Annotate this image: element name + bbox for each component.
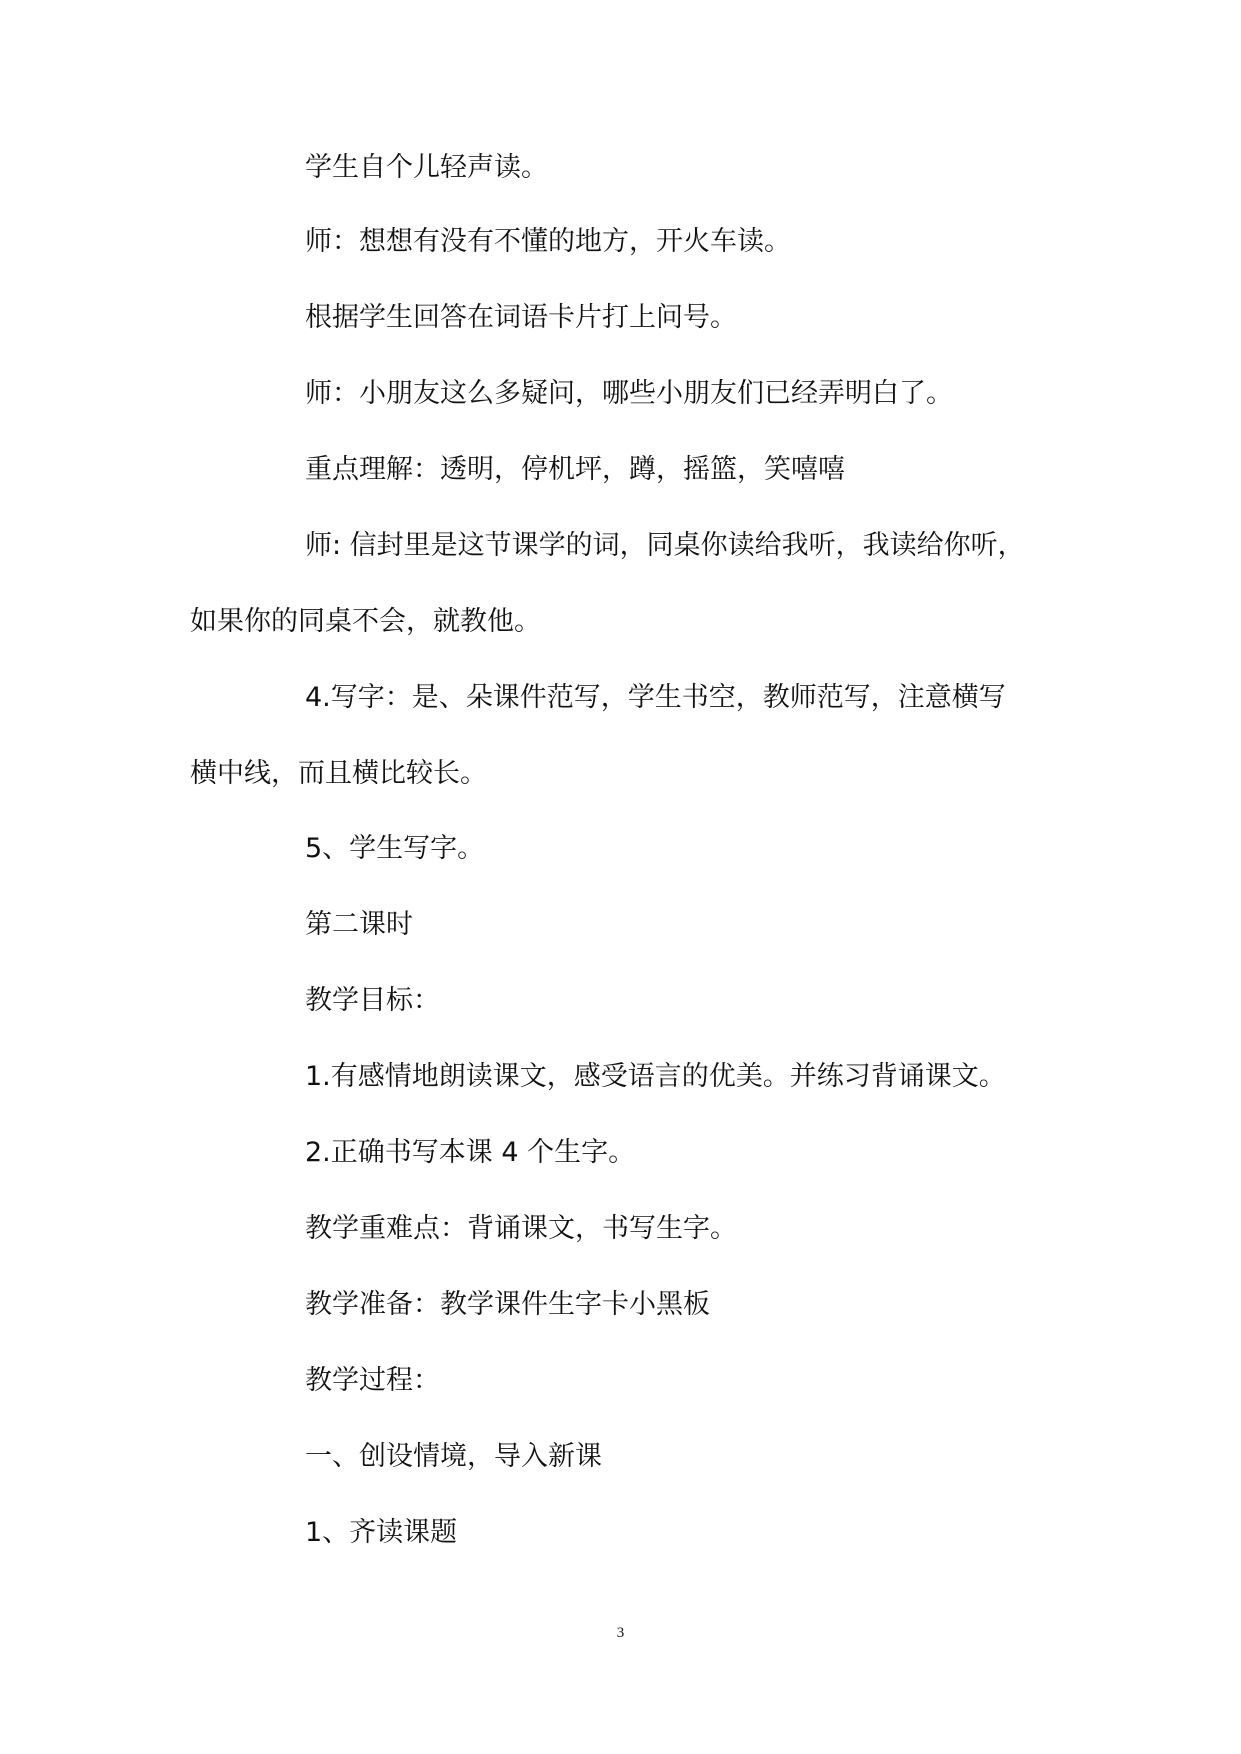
paragraph-continuation: 横中线，而且横比较长。 [190, 758, 487, 789]
paragraph: 教学目标： [305, 985, 440, 1016]
paragraph: 5、学生写字。 [305, 833, 485, 864]
paragraph: 2.正确书写本课 4 个生字。 [305, 1137, 636, 1168]
paragraph: 师：小朋友这么多疑问，哪些小朋友们已经弄明白了。 [305, 378, 953, 409]
section-heading: 第二课时 [305, 909, 413, 940]
paragraph: 根据学生回答在词语卡片打上问号。 [305, 302, 737, 333]
paragraph: 1.有感情地朗读课文，感受语言的优美。并练习背诵课文。 [305, 1061, 1006, 1092]
paragraph-continuation: 如果你的同桌不会，就教他。 [190, 606, 541, 637]
paragraph: 教学重难点：背诵课文，书写生字。 [305, 1213, 737, 1244]
paragraph: 4.写字：是、朵课件范写，学生书空，教师范写，注意横写 [305, 682, 1006, 713]
paragraph: 教学准备：教学课件生字卡小黑板 [305, 1289, 710, 1320]
paragraph: 一、创设情境，导入新课 [305, 1441, 602, 1472]
paragraph: 1、齐读课题 [305, 1517, 458, 1548]
paragraph: 教学过程： [305, 1365, 440, 1396]
paragraph: 重点理解：透明，停机坪，蹲，摇篮，笑嘻嘻 [305, 454, 845, 485]
paragraph: 学生自个儿轻声读。 [305, 152, 548, 183]
page-number: 3 [616, 1625, 625, 1641]
paragraph: 师: 信封里是这节课学的词，同桌你读给我听，我读给你听， [305, 530, 1025, 561]
paragraph: 师：想想有没有不懂的地方，开火车读。 [305, 226, 791, 257]
